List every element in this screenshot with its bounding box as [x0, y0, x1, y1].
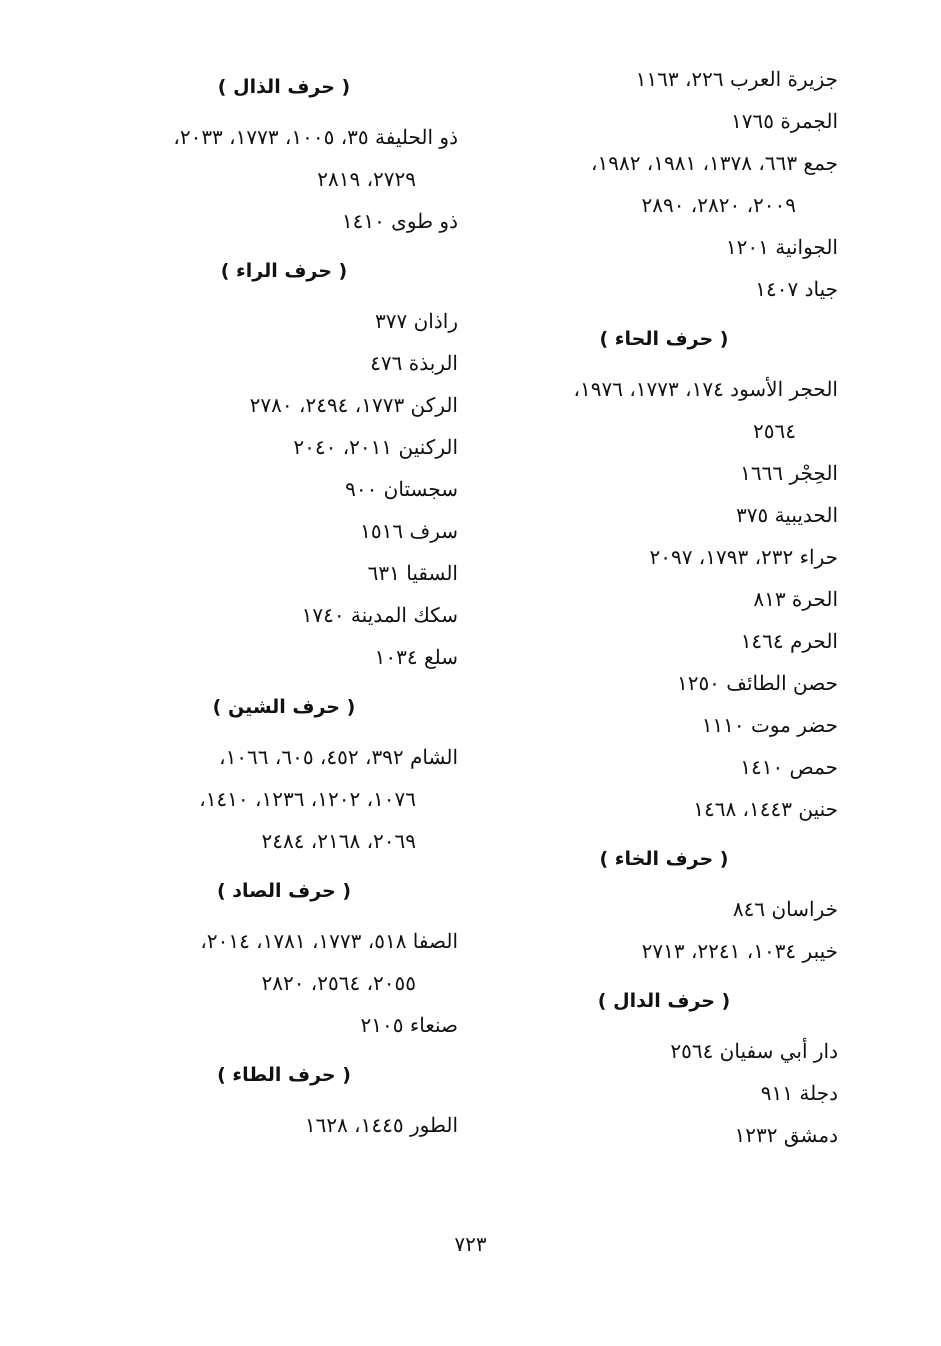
index-entry: خيبر ١٠٣٤، ٢٢٤١، ٢٧١٣	[641, 939, 838, 963]
section-heading: ( حرف الشين )	[212, 696, 356, 718]
right-column	[490, 58, 838, 1156]
index-entry: الحرم ١٤٦٤	[740, 629, 838, 653]
index-entry: الحرة ٨١٣	[753, 587, 838, 611]
index-entry: راذان ٣٧٧	[375, 309, 458, 333]
index-entry: حضر موت ١١١٠	[701, 713, 838, 737]
index-entry-continuation: ٢٠٠٩، ٢٨٢٠، ٢٨٩٠	[641, 193, 796, 217]
index-entry: دار أبي سفيان ٢٥٦٤	[670, 1039, 838, 1063]
index-entry: الربذة ٤٧٦	[370, 351, 458, 375]
section-heading: ( حرف الخاء )	[599, 848, 729, 870]
section-heading: ( حرف الدال )	[597, 990, 731, 1012]
left-column	[110, 58, 458, 1146]
index-entry: ذو طوى ١٤١٠	[341, 209, 458, 233]
index-entry: صنعاء ٢١٠٥	[360, 1013, 458, 1037]
index-entry-continuation: ٢٠٦٩، ٢١٦٨، ٢٤٨٤	[261, 829, 416, 853]
index-entry: الطور ١٤٤٥، ١٦٢٨	[304, 1113, 458, 1137]
index-entry: الركن ١٧٧٣، ٢٤٩٤، ٢٧٨٠	[249, 393, 458, 417]
index-entry: سلع ١٠٣٤	[374, 645, 458, 669]
index-entry: جياد ١٤٠٧	[755, 277, 838, 301]
index-entry: الشام ٣٩٢، ٤٥٢، ٦٠٥، ١٠٦٦،	[219, 745, 458, 769]
section-heading: ( حرف الحاء )	[599, 328, 729, 350]
index-entry: سرف ١٥١٦	[360, 519, 458, 543]
index-entry: سكك المدينة ١٧٤٠	[301, 603, 458, 627]
index-entry: الحِجْر ١٦٦٦	[740, 461, 838, 485]
section-heading: ( حرف الصاد )	[216, 880, 352, 902]
index-entry-continuation: ٢٠٥٥، ٢٥٦٤، ٢٨٢٠	[261, 971, 416, 995]
index-entry: حمص ١٤١٠	[740, 755, 838, 779]
index-entry-continuation: ٢٥٦٤	[753, 419, 796, 443]
index-entry: جمع ٦٦٣، ١٣٧٨، ١٩٨١، ١٩٨٢،	[591, 151, 838, 175]
section-heading: ( حرف الطاء )	[217, 1064, 351, 1086]
index-entry: دمشق ١٢٣٢	[734, 1123, 838, 1147]
index-entry: حصن الطائف ١٢٥٠	[676, 671, 838, 695]
section-heading: ( حرف الراء )	[220, 260, 348, 282]
index-entry: سجستان ٩٠٠	[345, 477, 458, 501]
index-entry-continuation: ١٠٧٦، ١٢٠٢، ١٢٣٦، ١٤١٠،	[199, 787, 416, 811]
index-entry: دجلة ٩١١	[760, 1081, 838, 1105]
index-entry-continuation: ٢٧٢٩، ٢٨١٩	[317, 167, 416, 191]
index-entry: حنين ١٤٤٣، ١٤٦٨	[693, 797, 838, 821]
section-heading: ( حرف الذال )	[217, 76, 351, 98]
index-entry: الحديبية ٣٧٥	[735, 503, 838, 527]
index-entry: الجوانية ١٢٠١	[725, 235, 838, 259]
index-entry: السقيا ٦٣١	[367, 561, 458, 585]
index-entry: خراسان ٨٤٦	[732, 897, 838, 921]
index-entry: الجمرة ١٧٦٥	[731, 109, 838, 133]
index-entry: ذو الحليفة ٣٥، ١٠٠٥، ١٧٧٣، ٢٠٣٣،	[173, 125, 458, 149]
index-entry: الحجر الأسود ١٧٤، ١٧٧٣، ١٩٧٦،	[573, 377, 838, 401]
index-entry: الصفا ٥١٨، ١٧٧٣، ١٧٨١، ٢٠١٤،	[200, 929, 458, 953]
index-entry: جزيرة العرب ٢٢٦، ١١٦٣	[635, 67, 838, 91]
page-number: ٧٢٣	[454, 1232, 487, 1256]
index-entry: الركنين ٢٠١١، ٢٠٤٠	[293, 435, 458, 459]
index-entry: حراء ٢٣٢، ١٧٩٣، ٢٠٩٧	[649, 545, 838, 569]
